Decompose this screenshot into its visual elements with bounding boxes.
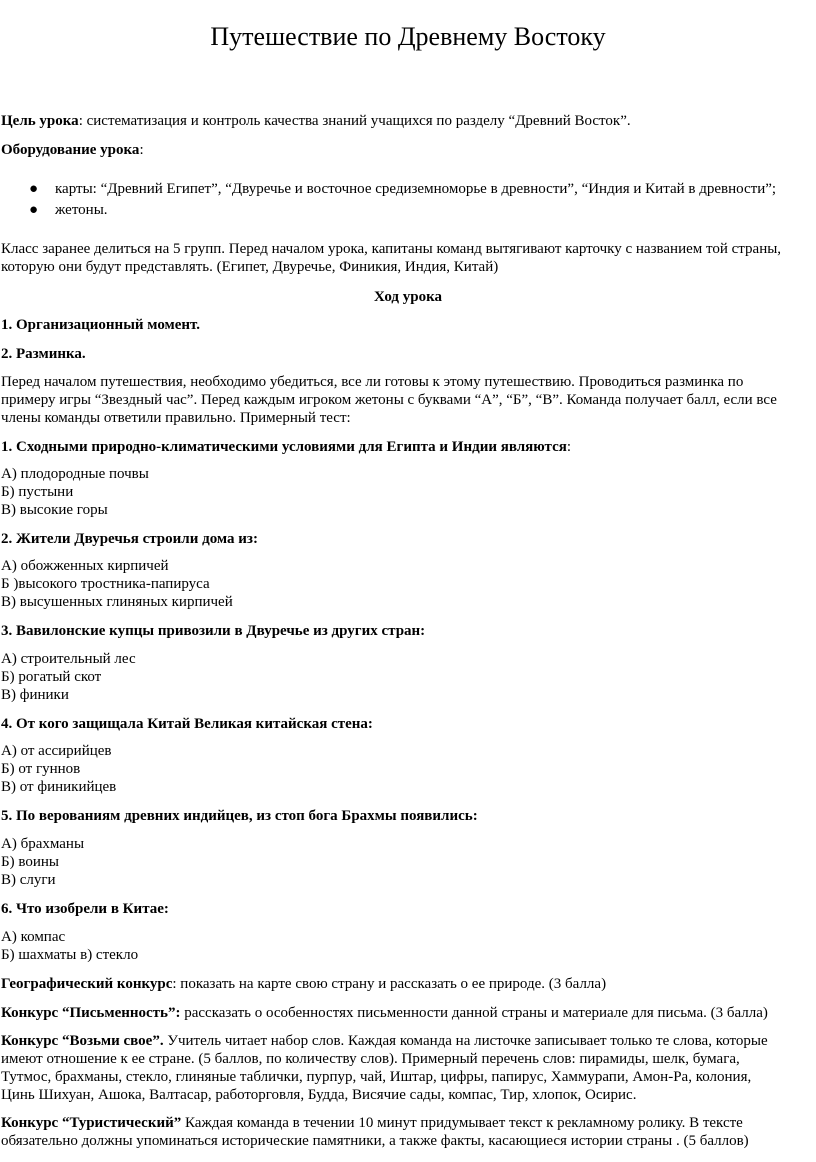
contest-text-line: обязательно должны упоминаться исторические памятники, а также факты, касающиеся истории страны . (5 баллов): [1, 1133, 749, 1149]
lesson-goal-text: : систематизация и контроль качества знаний учащихся по разделу “Древний Восток”.: [78, 113, 631, 129]
answer-option: А) обожженных кирпичей: [1, 558, 169, 574]
answer-option: Б) воины: [1, 854, 59, 870]
question-tail: :: [566, 439, 572, 455]
answer-option: А) строительный лес: [1, 651, 136, 667]
lesson-goal-label: Цель урока: [1, 113, 79, 129]
contest-writing: [1, 1004, 811, 1023]
question-text: 5. По верованиям древних индийцев, из стоп бога Брахмы появились:: [1, 808, 478, 824]
warmup-line: примеру игры “Звездный час”. Перед каждым игроком жетоны с буквами “А”, “Б”, “В”. Команда получает балл, если все: [1, 392, 777, 408]
contest-take-yours: [1, 1032, 811, 1051]
question-text: 1. Сходными природно-климатическими условиями для Египта и Индии являются: [1, 439, 567, 455]
answer-option: Б) пустыни: [1, 484, 74, 500]
answer-option: Б) рогатый скот: [1, 669, 102, 685]
contest-text-line: Цинь Шихуан, Ашока, Валтасар, работорговля, Будда, Висячие сады, компас, Тир, хлопок, Осирис.: [1, 1087, 637, 1103]
warmup-line: Перед началом путешествия, необходимо убедиться, все ли готовы к этому путешествию. Проводиться разминка по: [1, 374, 744, 390]
contest-text-line: имеют отношение к ее стране. (5 баллов, по количеству слов). Примерный перечень слов: пирамиды, шелк, бумага,: [1, 1051, 740, 1067]
equipment-item: карты: “Древний Египет”, “Двуречье и восточное средиземноморье в древности”, “Индия и Китай в древности”;: [55, 181, 777, 197]
contest-text: Каждая команда в течении 10 минут придумывает текст к рекламному ролику. В тексте: [181, 1115, 743, 1131]
lesson-equipment-colon: :: [139, 142, 144, 158]
intro-line: Класс заранее делиться на 5 групп. Перед началом урока, капитаны команд вытягивают карточку с названием той страны,: [1, 241, 782, 257]
question-text: 6. Что изобрели в Китае:: [1, 901, 169, 917]
answer-option: А) от ассирийцев: [1, 743, 112, 759]
bullet-icon: ●: [29, 202, 39, 218]
contest-text-line: Тутмос, брахманы, стекло, глиняные таблички, пурпур, чай, Иштар, цифры, папирус, Хаммурапи, Амон-Ра, колония,: [1, 1069, 752, 1085]
intro-line: которую они будут представлять. (Египет, Двуречье, Финикия, Индия, Китай): [1, 259, 499, 275]
bullet-icon: ●: [29, 181, 39, 197]
question-text: 3. Вавилонские купцы привозили в Двуречье из других стран:: [1, 623, 426, 639]
lesson-equipment-label: Оборудование урока: [1, 142, 140, 158]
answer-option: Б) от гуннов: [1, 761, 81, 777]
contest-label: Географический конкурс: [1, 976, 173, 992]
question-text: 4. От кого защищала Китай Великая китайская стена:: [1, 716, 373, 732]
answer-option: В) слуги: [1, 872, 56, 888]
contest-geography: [1, 975, 811, 994]
answer-option: Б )высокого тростника-папируса: [1, 576, 210, 592]
answer-option: В) финики: [1, 687, 69, 703]
contest-text: рассказать о особенностях письменности данной страны и материале для письма. (3 балла): [180, 1005, 768, 1021]
answer-option: А) плодородные почвы: [1, 466, 149, 482]
step-heading: 2. Разминка.: [1, 346, 86, 362]
answer-option: В) от финикийцев: [1, 779, 117, 795]
lesson-equipment: [1, 141, 811, 160]
contest-label: Конкурс “Письменность”:: [1, 1005, 181, 1021]
answer-option: Б) шахматы в) стекло: [1, 947, 139, 963]
question: [1, 438, 811, 457]
document-title: Путешествие по Древнему Востоку: [210, 22, 606, 51]
answer-option: А) брахманы: [1, 836, 85, 852]
contest-text: Учитель читает набор слов. Каждая команда на листочке записывает только те слова, которые: [163, 1033, 768, 1049]
contest-tourist: [1, 1114, 811, 1133]
contest-text: : показать на карте свою страну и рассказать о ее природе. (3 балла): [172, 976, 607, 992]
contest-label: Конкурс “Туристический”: [1, 1115, 182, 1131]
equipment-item: жетоны.: [55, 202, 108, 218]
lesson-heading: Ход урока: [373, 289, 443, 305]
contest-label: Конкурс “Возьми свое”.: [1, 1033, 164, 1049]
question-text: 2. Жители Двуречья строили дома из:: [1, 531, 258, 547]
lesson-goal: [1, 112, 811, 131]
step-heading: 1. Организационный момент.: [1, 317, 201, 333]
warmup-line: члены команды ответили правильно. Примерный тест:: [1, 410, 351, 426]
answer-option: А) компас: [1, 929, 66, 945]
answer-option: В) высокие горы: [1, 502, 108, 518]
answer-option: В) высушенных глиняных кирпичей: [1, 594, 233, 610]
